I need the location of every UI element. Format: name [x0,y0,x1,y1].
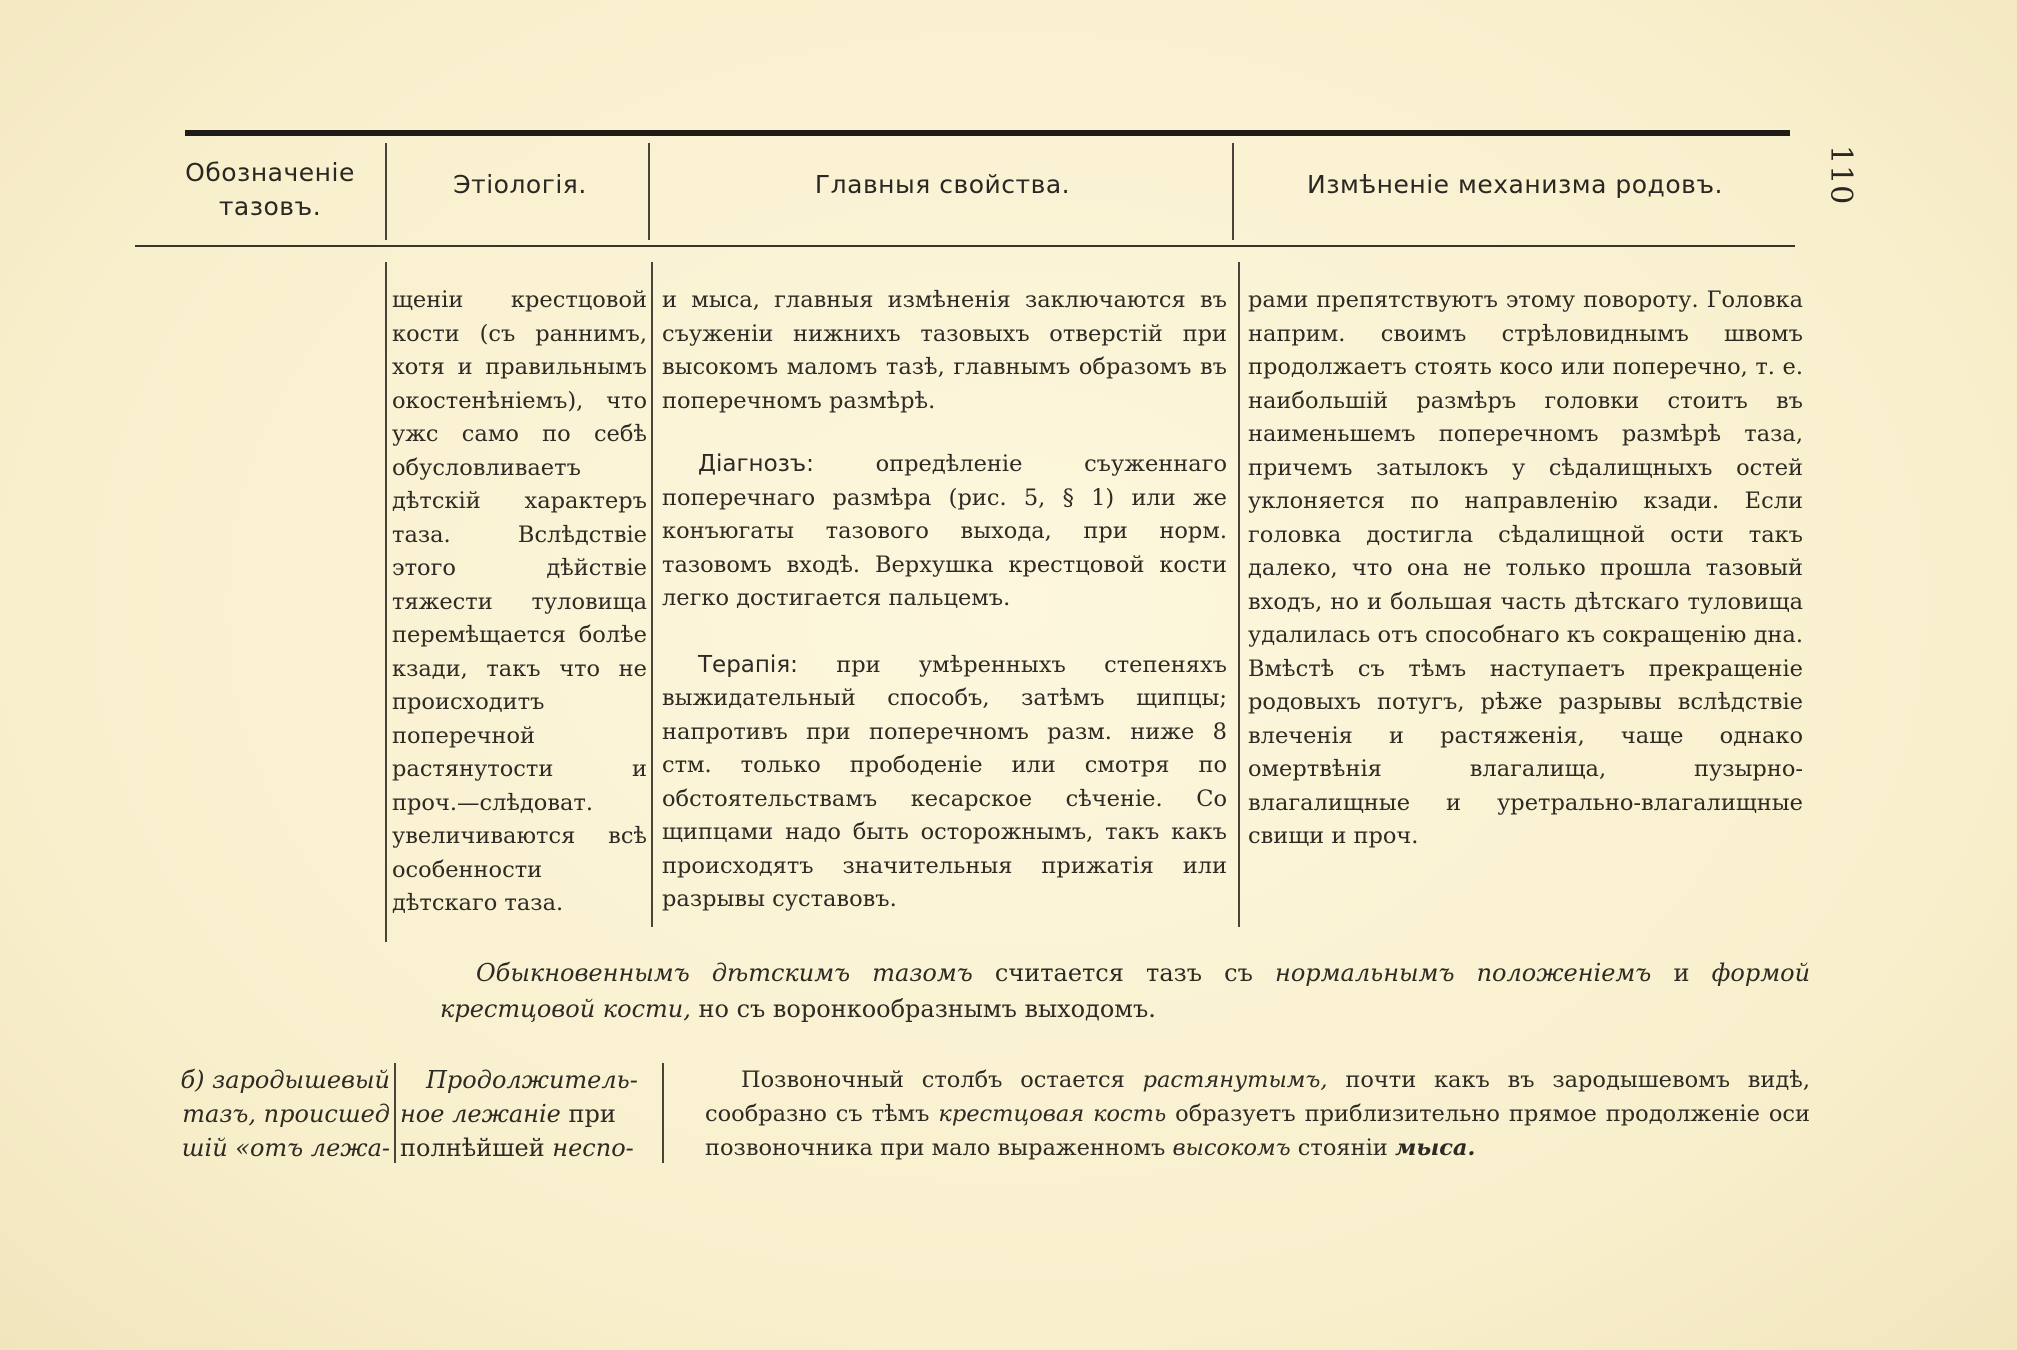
diagnosis-paragraph [662,448,1227,616]
prolonged-term: Продолжитель- [426,1066,638,1094]
section-b-properties [705,1063,1810,1165]
inability-term: неспо- [552,1134,634,1162]
header-designation: Обозначеніе тазовъ. [185,158,355,221]
etiology-left-border [385,262,387,942]
header-mechanism: Измѣненіе механизма родовъ. [1307,170,1723,199]
properties-cell [662,284,1227,917]
promontory-term: мыса. [1394,1135,1476,1161]
section-b-etiology-line-2 [400,1097,658,1131]
normal-position-term: нормальнымъ положеніемъ [1275,959,1652,987]
section-b-designation-line-3: шій «отъ лежа- [181,1134,390,1162]
ordinary-pelvis-term: Обыкновеннымъ дѣтскимъ тазомъ [476,959,973,987]
header-properties: Главныя свойства. [814,170,1071,199]
lying-term: ное лежаніе [400,1100,561,1128]
section-b-etiology-word-2: полнѣйшей [400,1134,553,1162]
diagnosis-label: Діагнозъ: [698,451,814,477]
ordinary-pelvis-note [440,955,1810,1027]
ordinary-pelvis-text-2: и [1651,959,1712,987]
section-b-designation-line-2: тазъ, происшед [182,1100,390,1128]
section-b-etiology-line-3 [400,1131,658,1165]
therapy-label: Терапія: [698,651,798,678]
diagnosis-text: опредѣленіе съуженнаго поперечнаго размѣра (рис. 5, § 1) или же конъюгаты тазового выхода, при норм. тазовомъ входѣ. Верхушка крестцовой кости легко достигается пальцемъ. [662,451,1227,611]
header-divider-3 [1232,143,1234,240]
section-b-designation-line-1: б) зародышевый [180,1066,390,1094]
section-b-divider-2 [662,1063,664,1163]
section-b-text-b: почти какъ въ зародышевомъ видѣ, сообразно съ тѣмъ [705,1067,1811,1127]
section-b-designation [140,1063,390,1165]
section-b-text-c: образуетъ приблизительно прямое продолженіе оси позвоночника при мало выраженномъ [705,1101,1810,1161]
section-b-etiology-word: при [560,1100,616,1128]
stretched-term: растянутымъ, [1142,1067,1328,1093]
therapy-paragraph [662,649,1227,917]
header-divider-2 [648,143,650,240]
section-b-etiology [400,1063,658,1165]
mechanism-left-border [1238,262,1240,927]
section-b-text-d: стояніи [1290,1135,1395,1161]
table-top-rule [185,130,1790,136]
sacrum-term: крестцовая кость [938,1101,1167,1127]
section-b-text-a: Позвоночный столбъ остается [741,1067,1143,1093]
properties-intro: и мыса, главныя измѣненія заключаются въ съуженіи нижнихъ тазовыхъ отверстій при высокомъ маломъ тазѣ, главнымъ образомъ въ поперечномъ размѣрѣ. [662,287,1227,414]
section-b-divider-1 [394,1063,396,1163]
mechanism-text: рами препятствуютъ этому повороту. Головка наприм. своимъ стрѣловиднымъ швомъ продолжаетъ стоять косо или поперечно, т. е. наибольшій размѣръ головки стоитъ въ наименьшемъ поперечномъ размѣрѣ таза, причемъ затылокъ у сѣдалищныхъ остей уклоняется по направленію кзади. Если головка достигла сѣдалищной ости такъ далеко, что она не только прошла тазовый входъ, но и большая часть дѣтскаго туловища удалилась отъ способнаго къ сокращенію дна. Вмѣстѣ съ тѣмъ наступаетъ прекращеніе родовыхъ потугъ, рѣже разрывы вслѣдствіе влеченія и растяженія, чаще однако омертвѣнія влагалища, пузырно-влагалищные и уретрально-влагалищные свищи и проч. [1248,287,1803,849]
therapy-text: при умѣренныхъ степеняхъ выжидательный способъ, затѣмъ щипцы; напротивъ при поперечномъ разм. ниже 8 стм. только прободеніе или смотря по обстоятельствамъ кесарское сѣченіе. Со щипцами надо быть осторожнымъ, такъ какъ происходятъ значительныя прижатія или разрывы суставовъ. [662,651,1227,912]
page-number: 110 [1823,145,1858,206]
high-term: высокомъ [1172,1135,1291,1161]
sacrum-form-term: формой крестцовой кости, [440,959,1811,1023]
ordinary-pelvis-text-1: считается тазъ съ [972,959,1276,987]
header-etiology: Этіологія. [453,170,587,199]
ordinary-pelvis-text-3: но съ воронкообразнымъ выходомъ. [690,995,1156,1023]
etiology-right-border [651,262,653,927]
header-bottom-rule [135,245,1795,247]
section-b-etiology-line-1 [400,1063,658,1097]
etiology-text: щеніи крестцовой кости (съ раннимъ, хотя и правильнымъ окостенѣніемъ), что ужс само по себѣ обусловливаетъ дѣтскій характеръ таза. Вслѣдствіе этого дѣйствіе тяжести туловища перемѣщается болѣе кзади, такъ что не происходитъ поперечной растянутости и проч.—слѣдоват. увеличиваются всѣ особенности дѣтскаго таза. [392,287,647,916]
